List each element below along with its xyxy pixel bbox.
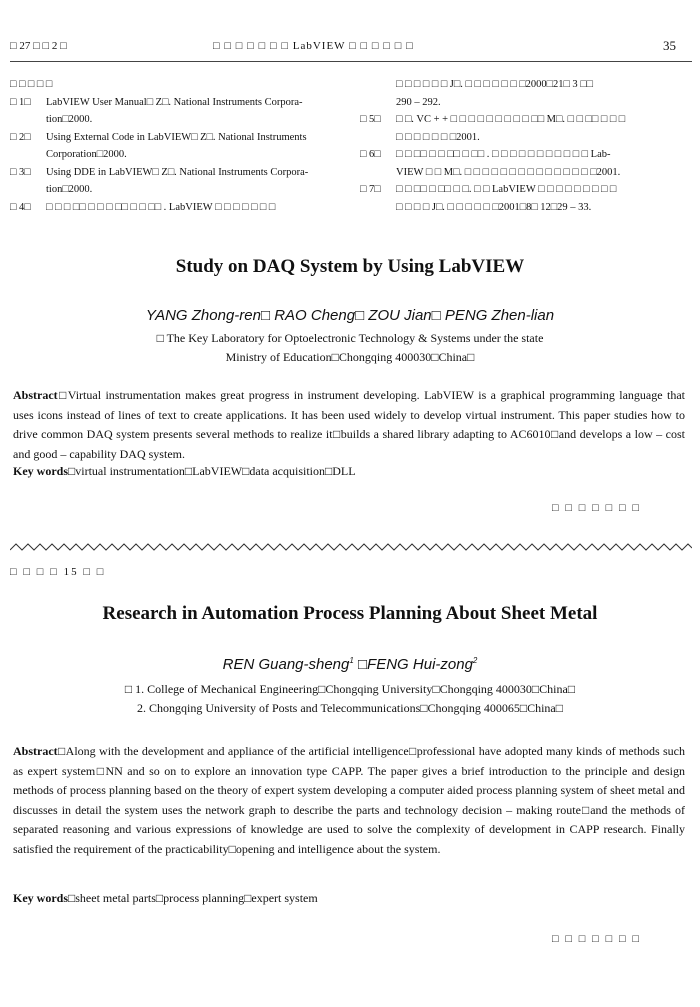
article1-abstract: Abstract□Virtual instrumentation makes great progress in instrument developing. LabVIEW is a graphical programming language that uses icons instead of lines of text to create applications. It has been used widely to develop virtual instrument. This paper studies how to drive common DAQ system presents several methods to realize it□builds a shared library adapting to AC6010□and develops a low – cost and good – capability DAQ system.: [13, 388, 685, 461]
article2-abstract: Abstract□Along with the development and appliance of the artificial intelligence□professional have adopted many kinds of methods such as expert system□NN and so on to explore an innovation type CAPP. The paper gives a brief introduction to the principle and design methods of process planning based on the theory of expert system developing a computer aided process planning system of sheet metal and discusses in detail the system uses the network graph to describe the parts and technology decision – making route□and the methods of separated reasoning and various expressions of knowledge are used to solve the complexity of development in CAPP research. Finally satisfied the requirement of the practicability□opening and intelligence about the system.: [13, 744, 685, 856]
header-rule: [10, 61, 692, 62]
keywords-label: Key words□: [13, 891, 76, 905]
reference-item-cont: tion□2000.: [46, 114, 93, 125]
article2-affiliation: □ 1. College of Mechanical Engineering□Chongqing University□Chongqing 400030□China□ 2. Chongqing University of Posts and Telecommunications□Chongqing 400065□China□: [124, 682, 576, 715]
continued-from-note: □ □ □ □ 15 □ □: [10, 566, 106, 578]
references-left: [10, 76, 340, 216]
article1-authors: YANG Zhong-ren□ RAO Cheng□ ZOU Jian□ PENG Zhen-lian: [145, 307, 555, 324]
reference-item: □ 3□ Using DDE in LabVIEW□ Z□. National Instruments Corpora-: [10, 166, 309, 178]
reference-item: □ 5□ □ □. VC + + □ □ □ □ □ □ □ □ □ □□ M□. □ □ □□ □ □ □: [360, 114, 626, 125]
article1-editor-tag: □ □ □ □ □ □ □: [552, 502, 642, 514]
reference-item-cont: □ □ □ □ J□. □ □ □ □ □ □2001□8□ 12□29 – 33.: [396, 201, 592, 213]
abstract-label: Abstract□: [13, 388, 68, 402]
page-number: 35: [663, 38, 676, 53]
running-title: □ □ □ □ □ □ □ LabVIEW □ □ □ □ □ □: [213, 40, 414, 52]
decorative-separator: [10, 542, 692, 552]
issue-info: □ 27 □ □ 2 □: [10, 40, 67, 52]
article1-title: Study on DAQ System by Using LabVIEW: [175, 256, 525, 277]
reference-item-cont: □ □ □ □ □ □ J□. □ □ □ □ □ □ □2000□21□ 3 □□: [396, 79, 593, 90]
reference-item: □ 6□ □ □ □□ □ □ □□ □ □□ . □ □ □ □ □ □ □ □ □ □ □ Lab-: [360, 149, 611, 160]
article2-title: Research in Automation Process Planning About Sheet Metal: [102, 603, 598, 624]
reference-item: □ 2□ Using External Code in LabVIEW□ Z□. National Instruments: [10, 131, 307, 143]
reference-item-cont: VIEW □ □ M□. □ □ □ □ □ □ □ □ □ □ □ □ □ □ □2001.: [396, 166, 621, 178]
reference-item-cont: Corporation□2000.: [46, 149, 127, 160]
reference-item: □ 7□ □ □ □□ □ □□ □ □. □ □ LabVIEW □ □ □ □ □ □ □ □ □: [360, 184, 617, 195]
page-header: [0, 38, 700, 60]
article2-editor-tag: □ □ □ □ □ □ □: [552, 933, 642, 945]
abstract-label: Abstract□: [13, 744, 66, 758]
article1-keywords: Key words□virtual instrumentation□LabVIEW□data acquisition□DLL: [13, 464, 356, 478]
article1-affiliation: □ The Key Laboratory for Optoelectronic Technology & Systems under the state Ministry of Education□Chongqing 400030□China□: [156, 331, 544, 364]
references-right: [360, 76, 690, 216]
reference-item: □ 4□ □ □ □ □□ □ □ □ □□ □ □ □□ . LabVIEW □ □ □ □ □ □ □: [10, 201, 276, 213]
article2-keywords: Key words□sheet metal parts□process planning□expert system: [13, 891, 318, 905]
references-heading: □ □ □ □ □: [10, 79, 53, 90]
reference-item-cont: 290 – 292.: [396, 96, 441, 108]
keywords-label: Key words□: [13, 464, 76, 478]
reference-item-cont: tion□2000.: [46, 184, 93, 195]
article2-authors: REN Guang-sheng$^1$ □FENG Hui-zong$^2$: [222, 656, 478, 673]
reference-item: □ 1□ LabVIEW User Manual□ Z□. National Instruments Corpora-: [10, 96, 303, 108]
reference-item-cont: □ □ □ □ □ □ □2001.: [396, 131, 480, 143]
